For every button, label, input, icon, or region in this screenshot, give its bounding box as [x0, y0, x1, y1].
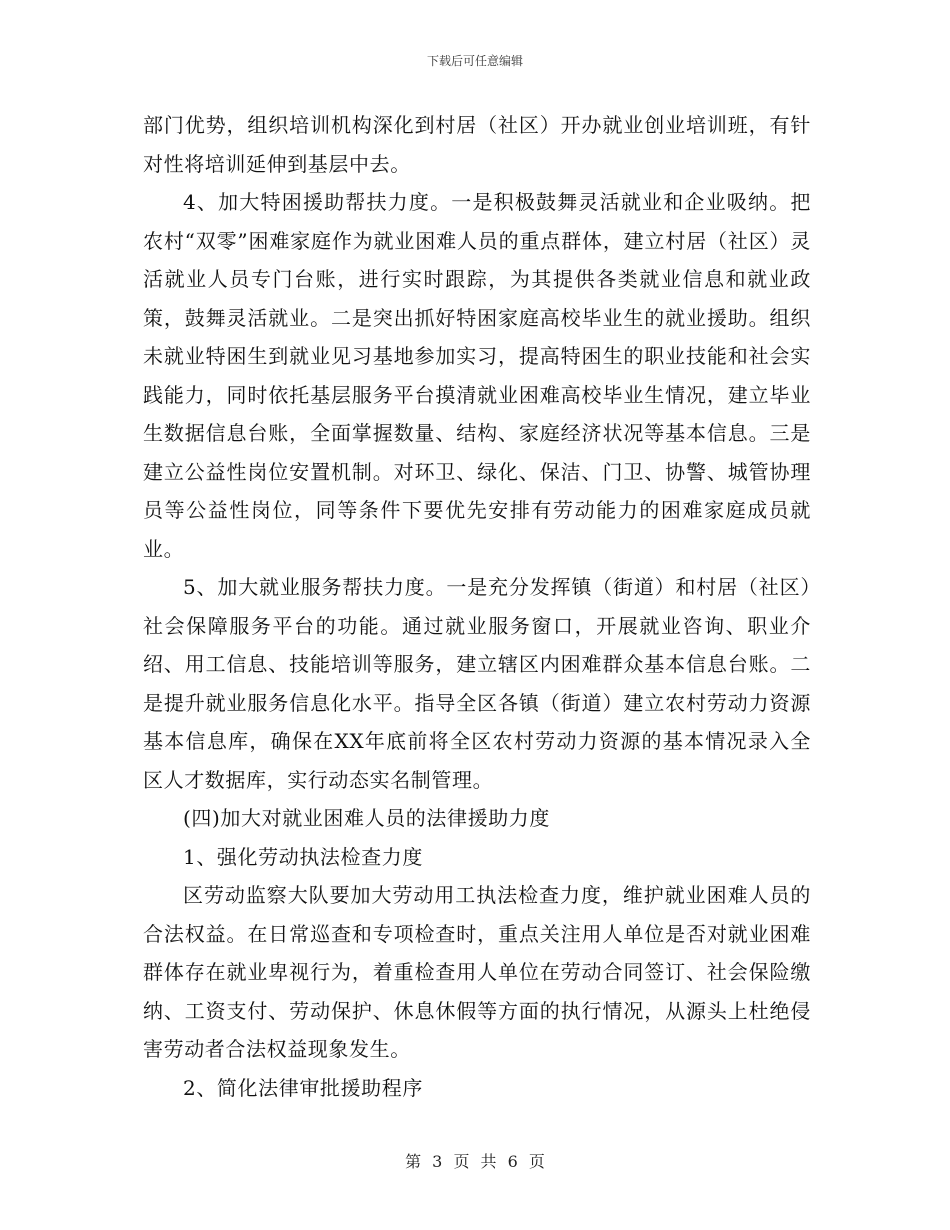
page-number-footer: 第 3 页 共 6 页	[405, 1152, 545, 1171]
section-heading-4: (四)加大对就业困难人员的法律援助力度	[183, 806, 551, 830]
document-body	[143, 106, 811, 1107]
paragraph-item-4: 4、加大特困援助帮扶力度。一是积极鼓舞灵活就业和企业吸纳。把农村“双零”困难家庭作为就业困难人员的重点群体，建立村居（社区）灵活就业人员专门台账，进行实时跟踪，为其提供各类就业信息和就业政策，鼓舞灵活就业。二是突出抓好特困家庭高校毕业生的就业援助。组织未就业特困生到就业见习基地参加实习，提高特困生的职业技能和社会实践能力，同时依托基层服务平台摸清就业困难高校毕业生情况，建立毕业生数据信息台账，全面掌握数量、结构、家庭经济状况等基本信息。三是建立公益性岗位安置机制。对环卫、绿化、保洁、门卫、协警、城管协理员等公益性岗位，同等条件下要优先安排有劳动能力的困难家庭成员就业。	[143, 190, 811, 561]
subheading-2: 2、简化法律审批援助程序	[183, 1075, 423, 1100]
paragraph-labor-inspection: 区劳动监察大队要加大劳动用工执法检查力度，维护就业困难人员的合法权益。在日常巡查和专项检查时，重点关注用人单位是否对就业困难群体存在就业卑视行为，着重检查用人单位在劳动合同签订、社会保险缴纳、工资支付、劳动保护、休息休假等方面的执行情况，从源头上杜绝侵害劳动者合法权益现象发生。	[143, 883, 811, 1061]
subheading-1: 1、强化劳动执法检查力度	[183, 844, 423, 869]
paragraph-item-5: 5、加大就业服务帮扶力度。一是充分发挥镇（街道）和村居（社区）社会保障服务平台的功能。通过就业服务窗口，开展就业咨询、职业介绍、用工信息、技能培训等服务，建立辖区内困难群众基本信息台账。二是提升就业服务信息化水平。指导全区各镇（街道）建立农村劳动力资源基本信息库，确保在XX年底前将全区农村劳动力资源的基本情况录入全区人才数据库，实行动态实名制管理。	[143, 575, 811, 792]
page-header-note: 下载后可任意编辑	[426, 54, 523, 68]
paragraph-continuation: 部门优势，组织培训机构深化到村居（社区）开办就业创业培训班，有针对性将培训延伸到基层中去。	[143, 113, 811, 176]
